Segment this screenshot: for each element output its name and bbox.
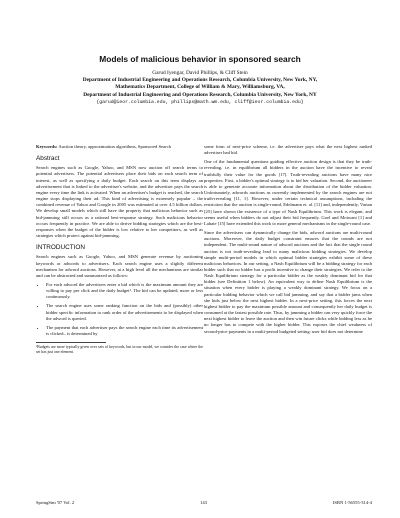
intro-paragraph: Search engines such as Google, Yahoo, and MSN generate revenue by auctioning keywords or adwords to advertisers. Each search engine uses a slightly different mechanism for adword auctions. However, at a high level all the mechanisms are similar and can be abstracted and summarized as follows: (36, 254, 203, 278)
right-column (204, 144, 372, 338)
page-number: 143 (200, 500, 207, 505)
author-block (0, 70, 400, 106)
introduction-heading: INTRODUCTION (36, 244, 85, 252)
list-continuation: some form of next-price scheme, i.e. the advertiser pays what the next highest ranked advertiser had bid. (204, 144, 372, 156)
keywords-text: Auction theory, approximation algorithms, Sponsored Search (58, 144, 171, 149)
body-paragraph: One of the fundamental questions guiding effective auction design is that they be truth-revealing, i.e. in equilibrium all bidders in the auction have the incentive to reveal truthfully their value for the goods [17]. Truth-revealing auctions have many nice properties. First, a bidder's optimal strategy is to bid her valuation. Second, the auctioneer is able to generate accurate information about the distribution of the bidder valuation. Unfortunately, adwords auctions as currently implemented by the search engines are not truth-revealing [11, 1]. However, under certain technical assumptions, including the restriction that the auction is single-round, Edelmann et. al. [11] and, independently, Varian [25] have shown the existence of a type of Nash Equilibrium. This work is elegant, and seems useful when bidders do not adjust their bid frequently. Goel and Motwani [1] and Lahaie [15] have extended this work to more general mechanisms in the single-round case. (204, 159, 372, 226)
body-paragraph: Since the advertisers can dynamically change the bids, adword auctions are multi-round auctions. Moreover, the daily budget constraint ensures that the rounds are not independent. The multi-round nature of adword auctions and the fact that the single round auction is not truth-revealing lead to many malicious bidding strategies. We develop simple multi-period models in which optimal bidder strategies exhibit some of these malicious behaviors. In our setting, a Nash Equilibrium will be a bidding strategy for each bidder such that no bidder has a profit incentive to change their strategies. We refer to the Nash Equilibrium strategy for a particular bidder as the weakly dominant bid for that bidder (see Definition 1 below). An equivalent way to define Nash Equilibrium is the situation when every bidder is playing a weakly dominant strategy. We focus on a particular bidding behavior which we call bid jamming, and say that a bidder jams when she bids just below the next highest bidder. In a next-price setting, this forces the next highest bidder to pay the maximum possible amount and consequently her daily budget is consumed at the fastest possible rate. Thus, by jamming a bidder can very quickly force the next highest bidder to leave the auction and then win future clicks while bidding less as he no longer has to compete with the higher bidder. This exposes the chief weakness of second-price payments in a multi-period budgeted setting: user bid does not determine (204, 230, 372, 334)
mechanism-list (36, 282, 203, 337)
keywords (36, 144, 203, 150)
affiliation-3: Department of Industrial Engineering and Operations Research, Columbia University, New York, NY (83, 91, 317, 98)
affiliation-2: Mathematics Department, College of William & Mary, Williamsburg, VA, (115, 84, 285, 91)
left-column (36, 144, 203, 355)
page-footer (36, 500, 372, 505)
abstract-heading: Abstract (36, 155, 60, 163)
footnote-divider (36, 342, 106, 343)
list-item: • The payment that each advertiser pays the search engine each time its advertisement is clicked– is determined by (46, 325, 203, 337)
list-item: • The search engine uses some ranking function on the bids and (possibly) other bidder specific information to rank order of the advertisements to be displayed when the adword is queried. (46, 303, 203, 321)
author-emails: {garud@ieor.columbia.edu, phillips@math.wm.edu, cliff@ieor.columbia.edu} (96, 99, 304, 105)
author-names: Garud Iyengar, David Phillips, & Cliff Stein (152, 70, 248, 76)
paper-title: Models of malicious behavior in sponsored search (99, 54, 301, 64)
abstract-text: Search engines such as Google, Yahoo, and MSN now auction off search terms to potential advertisers. The potential advertisers place their bids on each search term of interest, as well as specifying a daily budget. Each search on this term displays an advertisement that is linked to the advertiser's website, and the advertiser pays the search engine every time the link is activated. When an advertiser's budget is reached, the search engine stops displaying their ad. This kind of advertising is extremely popular – the combined revenue of Yahoo and Google in 2005 was estimated at over 4.5 billion dollars. We develop small models which still have the property that malicious behavior such as bid-jamming still occurs as a rational best-response strategy. Such malicious behavior occurs frequently in practice. We are able to derive bidding strategies which are the best-responses when the budget of the bidder is low relative to her competitors, as well as strategies which protect against bid-jamming. (36, 165, 203, 239)
affiliation-1: Department of Industrial Engineering and Operations Research, Columbia University, New York, NY, (82, 77, 318, 84)
footnote: ¹Budgets are more typically given over sets of keywords, but in our model, we consider the case where the set has just one element. (36, 345, 203, 355)
footer-proceedings: SpringSim '07 Vol. 2 (36, 500, 75, 505)
keywords-label: Keywords: (36, 144, 58, 149)
list-item: • For each adword the advertisers enter a bid which is the maximum amount they are willing to pay per click and the daily budget¹. The bid can be updated, more or less continuously. (46, 282, 203, 300)
footer-isbn: ISBN 1-56555-314-4 (332, 500, 372, 505)
